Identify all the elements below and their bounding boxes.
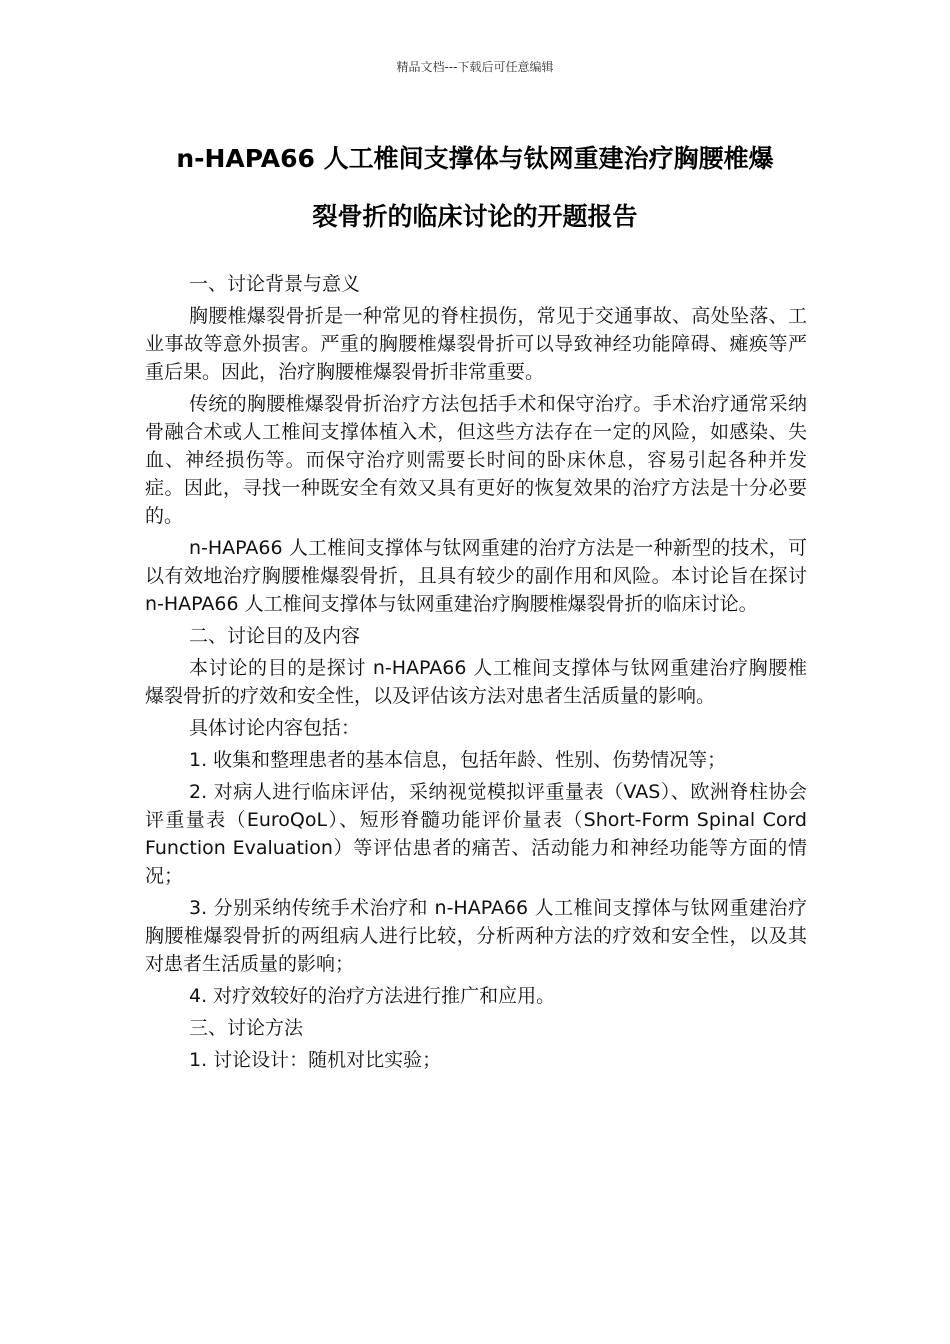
- section-heading-background: 一、讨论背景与意义: [189, 273, 361, 295]
- title-line-1: n-HAPA66 人工椎间支撑体与钛网重建治疗胸腰椎爆: [176, 144, 774, 173]
- list-item: 3. 分别采纳传统手术治疗和 n-HAPA66 人工椎间支撑体与钛网重建治疗胸腰椎爆裂骨折的两组病人进行比较，分析两种方法的疗效和安全性，以及其对患者生活质量的影响；: [145, 897, 807, 975]
- paragraph: 传统的胸腰椎爆裂骨折治疗方法包括手术和保守治疗。手术治疗通常采纳骨融合术或人工椎间支撑体植入术，但这些方法存在一定的风险，如感染、失血、神经损伤等。而保守治疗则需要长时间的卧床休息，容易引起各种并发症。因此，寻找一种既安全有效又具有更好的恢复效果的治疗方法是十分必要的。: [145, 393, 807, 527]
- section-heading-purpose: 二、讨论目的及内容: [189, 625, 361, 647]
- list-item: 2. 对病人进行临床评估，采纳视觉模拟评重量表（VAS）、欧洲脊柱协会评重量表（EuroQoL）、短形脊髓功能评价量表（Short-Form Spinal Cord Function Evaluation）等评估患者的痛苦、活动能力和神经功能等方面的情况；: [145, 781, 807, 887]
- paragraph: 具体讨论内容包括：: [189, 717, 361, 739]
- section-heading-methods: 三、讨论方法: [189, 1017, 304, 1039]
- document-title: [140, 130, 810, 246]
- title-line-2: 裂骨折的临床讨论的开题报告: [312, 202, 638, 231]
- list-item: 1. 讨论设计：随机对比实验；: [189, 1049, 442, 1071]
- paragraph: n-HAPA66 人工椎间支撑体与钛网重建的治疗方法是一种新型的技术，可以有效地治疗胸腰椎爆裂骨折，且具有较少的副作用和风险。本讨论旨在探讨 n-HAPA66 人工椎间支撑体与钛网重建治疗胸腰椎爆裂骨折的临床讨论。: [145, 537, 807, 615]
- list-item: 1. 收集和整理患者的基本信息，包括年龄、性别、伤势情况等；: [189, 749, 727, 771]
- header-note: 精品文档---下载后可任意编辑: [396, 60, 554, 74]
- list-item: 4. 对疗效较好的治疗方法进行推广和应用。: [189, 985, 556, 1007]
- paragraph: 胸腰椎爆裂骨折是一种常见的脊柱损伤，常见于交通事故、高处坠落、工业事故等意外损害。严重的胸腰椎爆裂骨折可以导致神经功能障碍、瘫痪等严重后果。因此，治疗胸腰椎爆裂骨折非常重要。: [145, 305, 807, 383]
- document-body: [145, 270, 807, 1078]
- paragraph: 本讨论的目的是探讨 n-HAPA66 人工椎间支撑体与钛网重建治疗胸腰椎爆裂骨折的疗效和安全性，以及评估该方法对患者生活质量的影响。: [145, 657, 807, 707]
